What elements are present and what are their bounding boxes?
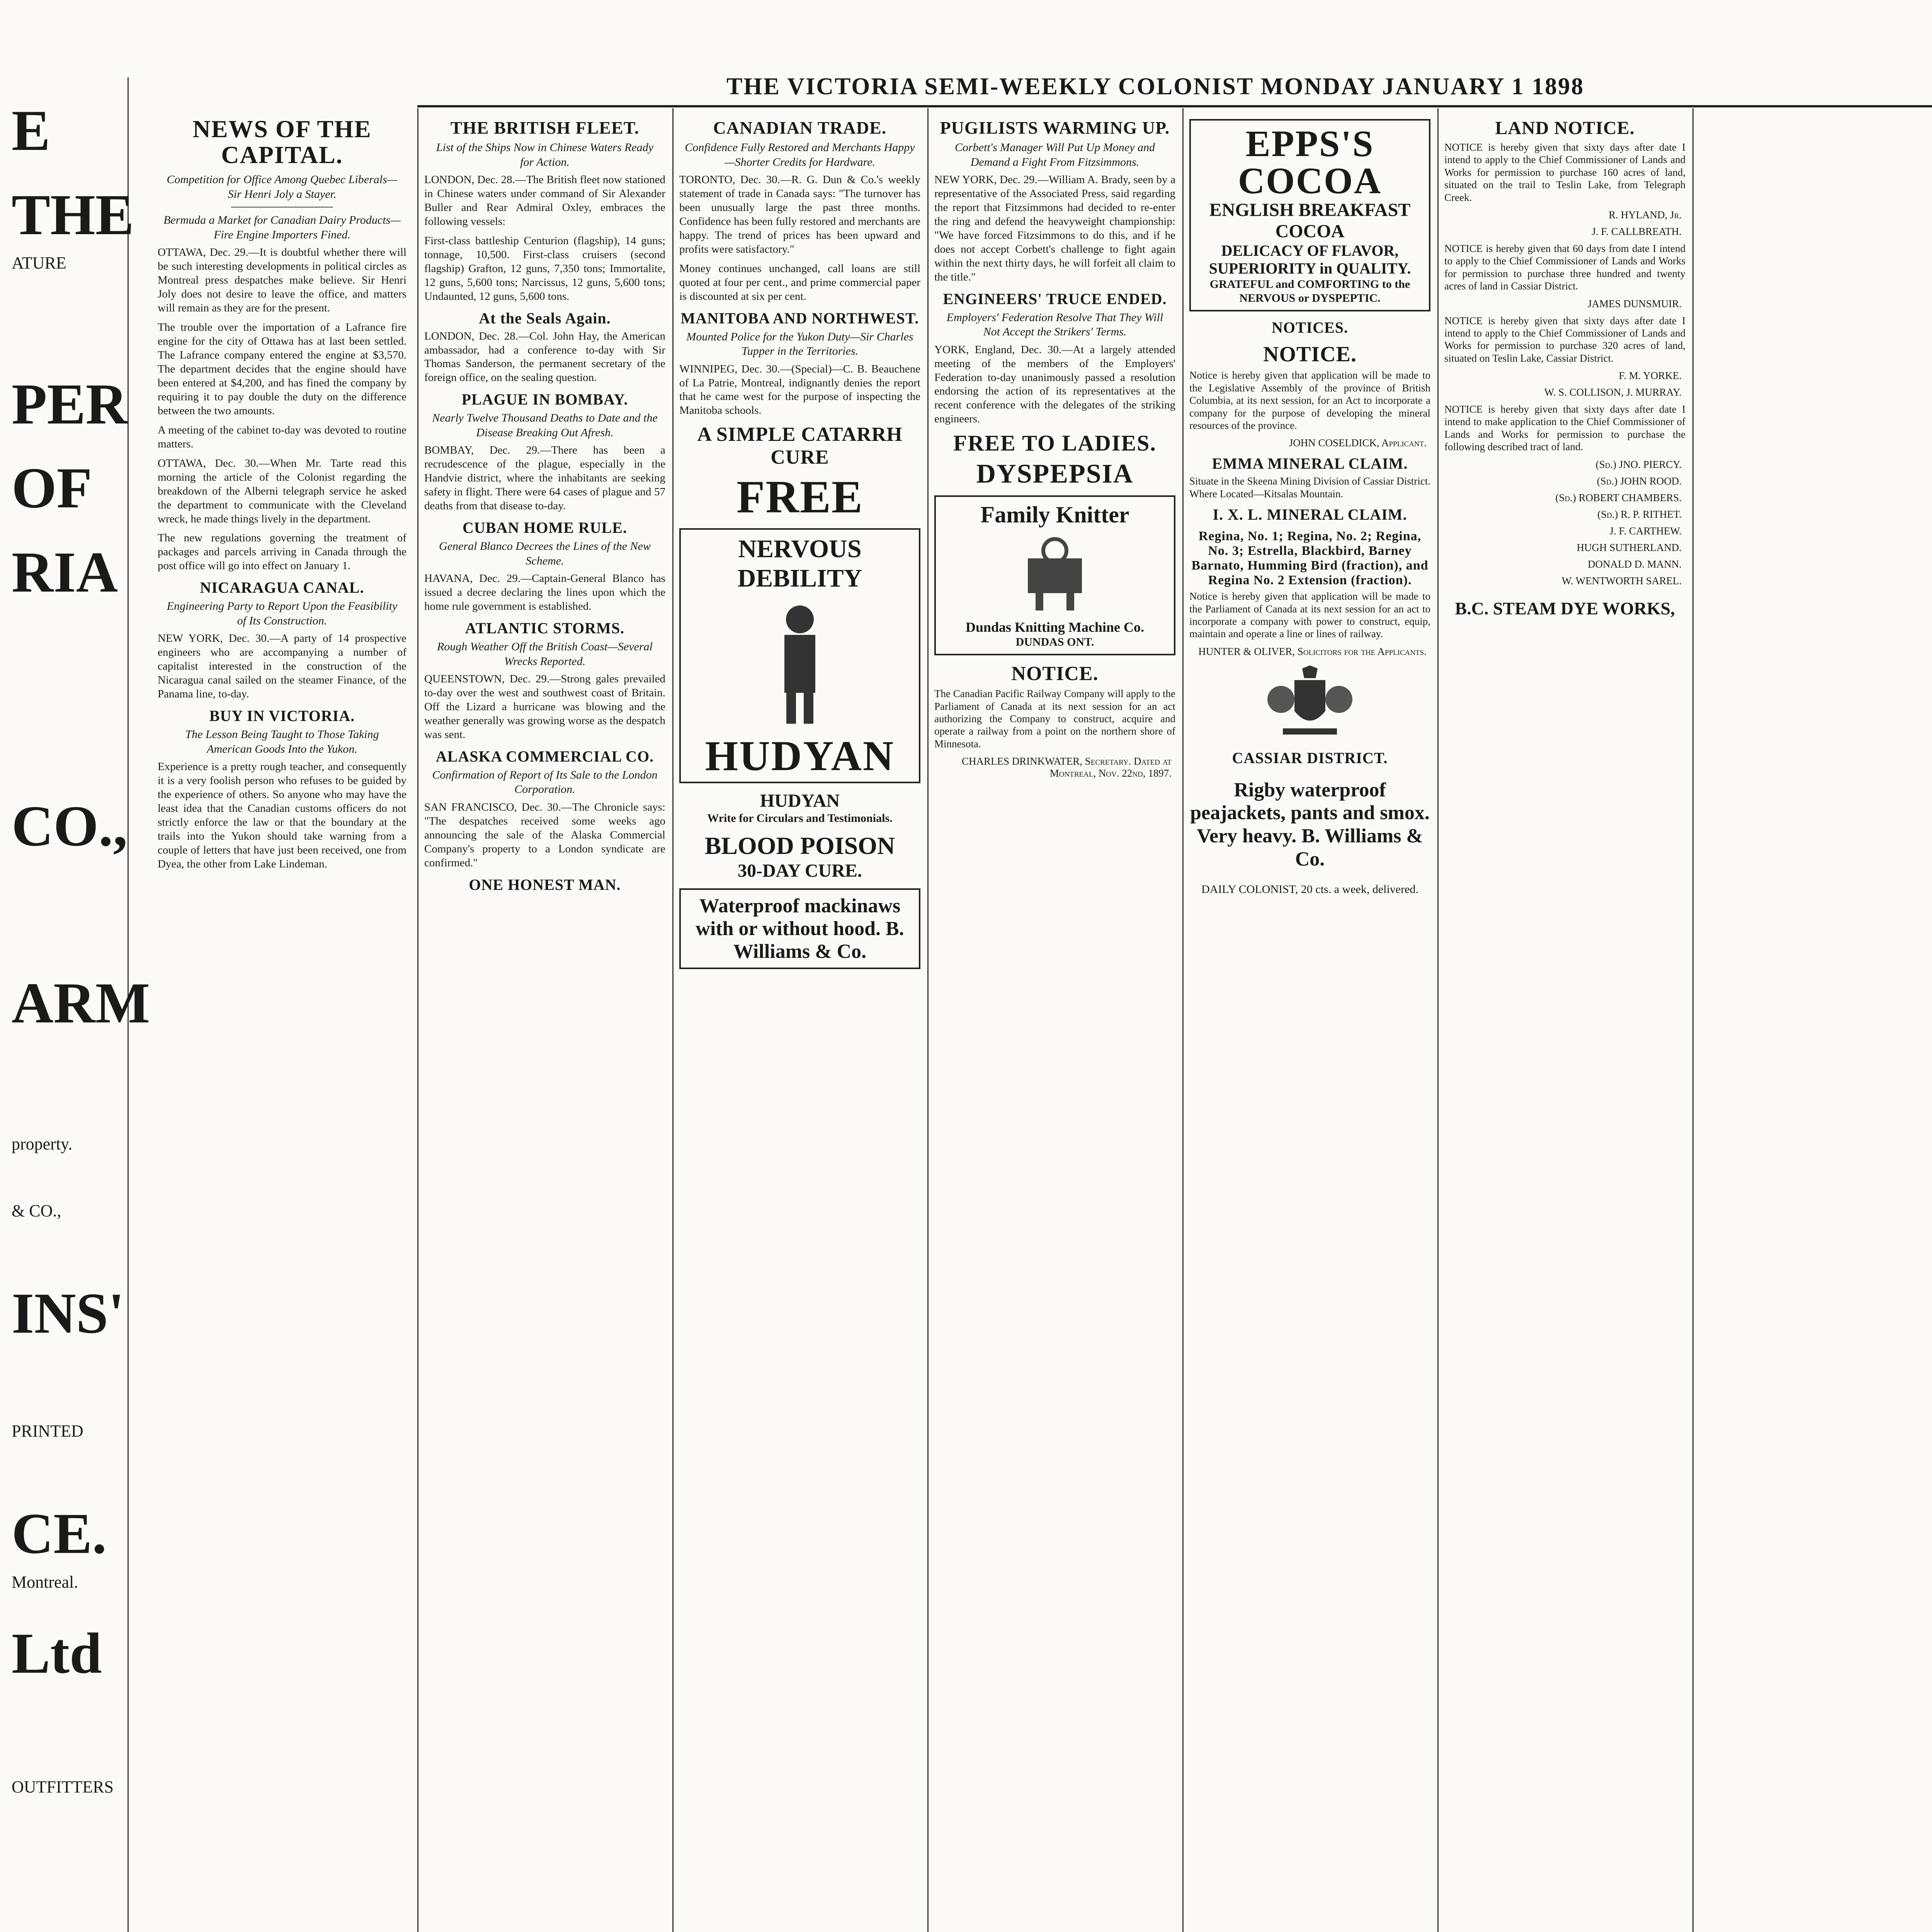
edge-fragment: THE [12,182,134,247]
signature: J. F. CALLBREATH. [1592,225,1682,237]
ad-headline: Family Knitter [980,502,1129,527]
signature: HUNTER & OLIVER, Solicitors for the Applicants. [1198,645,1427,657]
headline: LAND NOTICE. [1495,118,1635,138]
headline: ATLANTIC STORMS. [465,619,625,637]
signature: HUGH SUTHERLAND. [1577,541,1682,553]
signature: (Sd.) ROBERT CHAMBERS. [1555,492,1682,503]
article-paragraph: NEW YORK, Dec. 29.—William A. Brady, seen by a representative of the Associated Press, said regarding the report that Fitzsimmons had decided to re-enter the ring and defend the heavyweight championship: "We have forced Fitzsimmons to do this, and if he does not accept Corbett's challenge to fight again within the next thirty days, he will forfeit all claim to the title." [934,173,1175,283]
ad-text: DUNDAS ONT. [1015,636,1094,649]
subheadline: Bermuda a Market for Canadian Dairy Products—Fire Engine Importers Fined. [163,214,401,241]
notice-paragraph: NOTICE is hereby given that 60 days from date I intend to apply to the Chief Commissioner of Lands and Works for permission to purchase three hundred and twenty acres of land in Cassiar District. [1444,242,1685,292]
subheadline: Confidence Fully Restored and Merchants Happy—Shorter Credits for Hardware. [685,141,915,168]
edge-fragment: Ltd [12,1621,102,1686]
headline: ENGINEERS' TRUCE ENDED. [943,290,1167,308]
headline: MANITOBA AND NORTHWEST. [680,309,919,327]
headline: I. X. L. MINERAL CLAIM. [1213,506,1407,524]
headline: Regina, No. 1; Regina, No. 2; Regina, No. 3; Estrella, Blackbird, Barney Barnato, Humming Bird (fraction), and Regina No. 2 Extension (fraction). [1191,529,1429,588]
article-paragraph: OTTAWA, Dec. 29.—It is doubtful whether there will be such interesting developments in political circles as Montreal press despatches make believe. Sir Henri Joly does not desire to leave the office, and matters will remain as they are for the present. [158,246,406,315]
signature: F. M. YORKE. [1619,370,1682,382]
article-paragraph: NEW YORK, Dec. 30.—A party of 14 prospective engineers who are accompanying a number of capitalist interested in the construction of the Nicaragua canal sailed on the steamer Finance, of the Panama line, to-day. [158,632,406,701]
ad-headline: DYSPEPSIA [976,459,1134,489]
ad-text: Rigby waterproof peajackets, pants and smox. Very heavy. B. Williams & Co. [1190,779,1430,871]
ad-headline: FREE TO LADIES. [953,430,1156,456]
ad-text: 30-DAY CURE. [738,860,862,881]
masthead [726,58,1932,100]
ad-headline: A SIMPLE CATARRH CURE [697,423,903,469]
headline: NEWS OF THE CAPITAL. [192,115,372,169]
edge-fragment: E [12,99,51,163]
ad-headline: BLOOD POISON [704,832,895,860]
notice-paragraph: Notice is hereby given that application will be made to the Parliament of Canada at its next session for an act to incorporate a company with power to construct, equip, maintain and operate a line or lines of railway. [1189,590,1430,640]
headline: ALASKA COMMERCIAL CO. [435,747,654,765]
column-rule [672,108,673,1932]
notice-paragraph: NOTICE is hereby given that sixty days after date I intend to make application to the Chief Commissioner of Lands and Works for permission to purchase the following described tract of land. [1444,403,1685,453]
footer-note: DAILY COLONIST, 20 cts. a week, delivered. [1201,883,1418,896]
ad-headline: FREE [736,471,864,523]
article-paragraph: The trouble over the importation of a Lafrance fire engine for the city of Ottawa has at last been settled. The Lafrance company entered the engine at $3,570. The department decides that the engine should have been entered at $4,200, and has fined the company by requiring it to pay double the duty on the difference between the two amounts. [158,321,406,417]
column-rule [1437,108,1439,1932]
edge-fragment: RIA [12,540,118,604]
advertisement-box [1189,119,1430,311]
royal-coat-of-arms-icon [1260,665,1360,742]
article-paragraph: WINNIPEG, Dec. 30.—(Special)—C. B. Beauchene of La Patrie, Montreal, indignantly denies the report that he came west for the purpose of inspecting the Manitoba schools. [679,362,920,417]
article-paragraph: BOMBAY, Dec. 29.—There has been a recrudescence of the plague, especially in the Handvie district, where the inhabitants are seeking safety in flight. There were 64 cases of plague and 57 deaths from that disease to-day. [424,444,665,512]
edge-fragment: INS' [12,1281,124,1345]
figure-illustration-icon [761,600,838,728]
masthead-rule [417,105,1932,107]
signature: JAMES DUNSMUIR. [1587,298,1682,310]
ad-text: ENGLISH BREAKFAST COCOA [1209,200,1411,242]
signature: (Sd.) JOHN ROOD. [1597,475,1682,487]
ad-headline: EPPS'S COCOA [1238,123,1382,201]
signature: J. F. CARTHEW. [1609,525,1682,537]
notice-paragraph: NOTICE is hereby given that sixty days after date I intend to apply to the Chief Commissioner of Lands and Works for permission to purchase 160 acres of land, situated on the trail to Teslin Lake, from Telegraph Creek. [1444,141,1685,203]
headline: PUGILISTS WARMING UP. [940,118,1170,138]
article-paragraph: YORK, England, Dec. 30.—At a largely attended meeting of the members of the Employers' Federation to-day unanimously passed a resolution endorsing the action of its representatives at the recent conference with the delegates of the striking engineers. [934,343,1175,425]
notice-paragraph: The Canadian Pacific Railway Company will apply to the Parliament of Canada at its next session for an act authorizing the Company to construct, acquire and operate a railway from a point on the northern shore of Minnesota. [934,688,1175,750]
section-label: NOTICES. [1271,319,1349,337]
ad-headline: NERVOUS DEBILITY [737,535,862,593]
signature: DONALD D. MANN. [1588,558,1682,570]
article-paragraph: QUEENSTOWN, Dec. 29.—Strong gales prevailed to-day over the west and southwest coast of Britain. Off the Lizard a hurricane was blowing and the weather generally was growing worse as the despatch was sent. [424,673,665,741]
ad-headline: B.C. STEAM DYE WORKS, [1455,598,1675,618]
article-paragraph: First-class battleship Centurion (flagship), 14 guns; tonnage, 10,500. First-class cruisers (second flagship) Grafton, 12 guns, 7,350 tons; Immortalite, 12 guns, 5,600 tons; Narcissus, 12 guns, 5,600 tons; Undaunted, 12 guns, 5,600 tons. [424,234,665,303]
headline: At the Seals Again. [479,309,611,327]
subheadline: Nearly Twelve Thousand Deaths to Date and the Disease Breaking Out Afresh. [432,412,658,439]
column-2 [421,112,668,1932]
headline: THE BRITISH FLEET. [450,118,639,138]
column-rule [927,108,929,1932]
headline: NOTICE. [1263,342,1357,367]
headline: PLAGUE IN BOMBAY. [461,391,628,408]
edge-fragment: PRINTED [12,1422,83,1441]
subheadline: Engineering Party to Report Upon the Feasibility of Its Construction. [167,600,398,627]
edge-fragment: ARM [12,971,150,1035]
article-paragraph: SAN FRANCISCO, Dec. 30.—The Chronicle says: "The despatches received some weeks ago announcing the sale of the Alaska Commercial Company's property to a London syndicate are confirmed." [424,801,665,869]
article-paragraph: LONDON, Dec. 28.—The British fleet now stationed in Chinese waters under command of Sir Alexander Buller and Rear Admiral Oxley, embraces the following vessels: [424,173,665,228]
subheadline: General Blanco Decrees the Lines of the New Scheme. [439,540,651,567]
headline: BUY IN VICTORIA. [209,707,355,725]
article-paragraph: TORONTO, Dec. 30.—R. G. Dun & Co.'s weekly statement of trade in Canada says: "The turnover has been unusually large the past three months. Confidence has been fully restored and merchants are happy. The trend of prices has been upward and profits were satisfactory." [679,173,920,255]
article-paragraph: LONDON, Dec. 28.—Col. John Hay, the American ambassador, had a conference to-day with Sir Thomas Sanderson, the permanent secretary of the foreign office, on the sealing question. [424,330,665,384]
headline: NOTICE. [1011,663,1099,685]
edge-fragment: CO., [12,794,128,859]
advertisement-box [934,495,1175,655]
column-rule [1182,108,1184,1932]
column-4 [931,112,1179,1932]
advertisement-box [679,528,920,783]
column-5 [1186,112,1434,1932]
headline: EMMA MINERAL CLAIM. [1212,455,1408,473]
article-paragraph: HAVANA, Dec. 29.—Captain-General Blanco has issued a decree declaring the lines upon which the home rule government is established. [424,572,665,613]
column-rule [417,108,418,1932]
notice-paragraph: Notice is hereby given that application will be made to the Legislative Assembly of the province of British Columbia, at its next session, for an Act to incorporate a company for the purpose of developing the mineral resources of the province. [1189,369,1430,431]
ad-text: Waterproof mackinaws with or without hood. B. Williams & Co. [679,888,920,969]
headline: CUBAN HOME RULE. [462,519,628,537]
headline: NICARAGUA CANAL. [200,579,364,597]
ad-text: DELICACY OF FLAVOR, SUPERIORITY in QUALITY. [1209,242,1411,277]
subheadline: Rough Weather Off the British Coast—Several Wrecks Reported. [437,640,653,668]
subheadline: The Lesson Being Taught to Those Taking American Goods Into the Yukon. [185,728,379,755]
edge-fragment: Montreal. [12,1572,78,1592]
edge-fragment: & CO., [12,1201,61,1221]
notice-paragraph: NOTICE is hereby given that sixty days after date I intend to apply to the Chief Commissioner of Lands and Works for permission to purchase 320 acres of land, situated on Teslin Lake, Cassiar District. [1444,315,1685,364]
signature: (Sd.) JNO. PIERCY. [1595,458,1682,470]
edge-fragment: OF [12,456,92,520]
ad-text: Write for Circulars and Testimonials. [707,812,893,825]
adjacent-page-edge [0,77,150,1932]
subheadline: Employers' Federation Resolve That They Will Not Accept the Strikers' Terms. [946,311,1163,338]
article-paragraph: Experience is a pretty rough teacher, and consequently it is a very foolish person who refuses to be guided by the experience of others. So anyone who may have the least idea that the Canadian customs officers do not strictly enforce the law or that the boundary at the trails into the Yukon should take warning from a couple of letters that have just been received, one from Dyea, the other from Lake Lindeman. [158,760,406,870]
edge-fragment: CE. [12,1502,107,1566]
article-paragraph: The new regulations governing the treatment of packages and parcels arriving in Canada through the post office will go into effect on January 1. [158,532,406,572]
knitting-machine-icon [1012,535,1097,612]
subheadline: Confirmation of Report of Its Sale to the London Corporation. [432,768,658,796]
headline: ONE HONEST MAN. [469,876,621,893]
ad-headline: HUDYAN [705,732,895,780]
ad-headline: HUDYAN [760,791,840,811]
subheadline: Mounted Police for the Yukon Duty—Sir Charles Tupper in the Territories. [686,330,913,358]
edge-fragment: ATURE [12,253,66,272]
signature: W. S. COLLISON, J. MURRAY. [1544,386,1682,398]
headline: CASSIAR DISTRICT. [1232,749,1388,767]
ad-text: GRATEFUL and COMFORTING to the NERVOUS or DYSPEPTIC. [1209,278,1410,305]
notice-paragraph: Situate in the Skeena Mining Division of Cassiar District. Where Located—Kitsalas Mountain. [1189,475,1430,500]
column-rule [1692,108,1694,1932]
column-1 [155,112,410,1932]
edge-fragment: PER [12,372,128,436]
article-paragraph: OTTAWA, Dec. 30.—When Mr. Tarte read this morning the article of the Colonist regarding the breakdown of the Alberni telegraph service he asked the department to communicate with the Cleveland wreck, he made things lively in the department. [158,457,406,525]
edge-fragment: OUTFITTERS [12,1777,114,1796]
subheadline: Competition for Office Among Quebec Liberals—Sir Henri Joly a Stayer. [167,173,398,201]
column-3 [676,112,923,1932]
subheadline: List of the Ships Now in Chinese Waters Ready for Action. [436,141,654,168]
article-paragraph: Money continues unchanged, call loans are still quoted at four per cent., and prime commercial paper is discounted at six per cent. [679,262,920,303]
ad-text: Dundas Knitting Machine Co. [965,619,1145,635]
masthead-title: THE VICTORIA SEMI-WEEKLY COLONIST MONDAY JANUARY 1 1898 [726,73,1585,100]
article-paragraph: A meeting of the cabinet to-day was devoted to routine matters. [158,423,406,450]
edge-fragment: property. [12,1134,73,1154]
signature: W. WENTWORTH SAREL. [1561,575,1682,587]
signature: JOHN COSELDICK, Applicant. [1289,437,1427,449]
signature: CHARLES DRINKWATER, Secretary. Dated at Montreal, Nov. 22nd, 1897. [962,755,1172,779]
headline: CANADIAN TRADE. [713,118,887,138]
signature: (Sd.) R. P. RITHET. [1597,508,1682,520]
column-6 [1441,112,1689,1932]
subheadline: Corbett's Manager Will Put Up Money and Demand a Fight From Fitzsimmons. [954,141,1155,168]
signature: R. HYLAND, Jr. [1609,209,1682,221]
